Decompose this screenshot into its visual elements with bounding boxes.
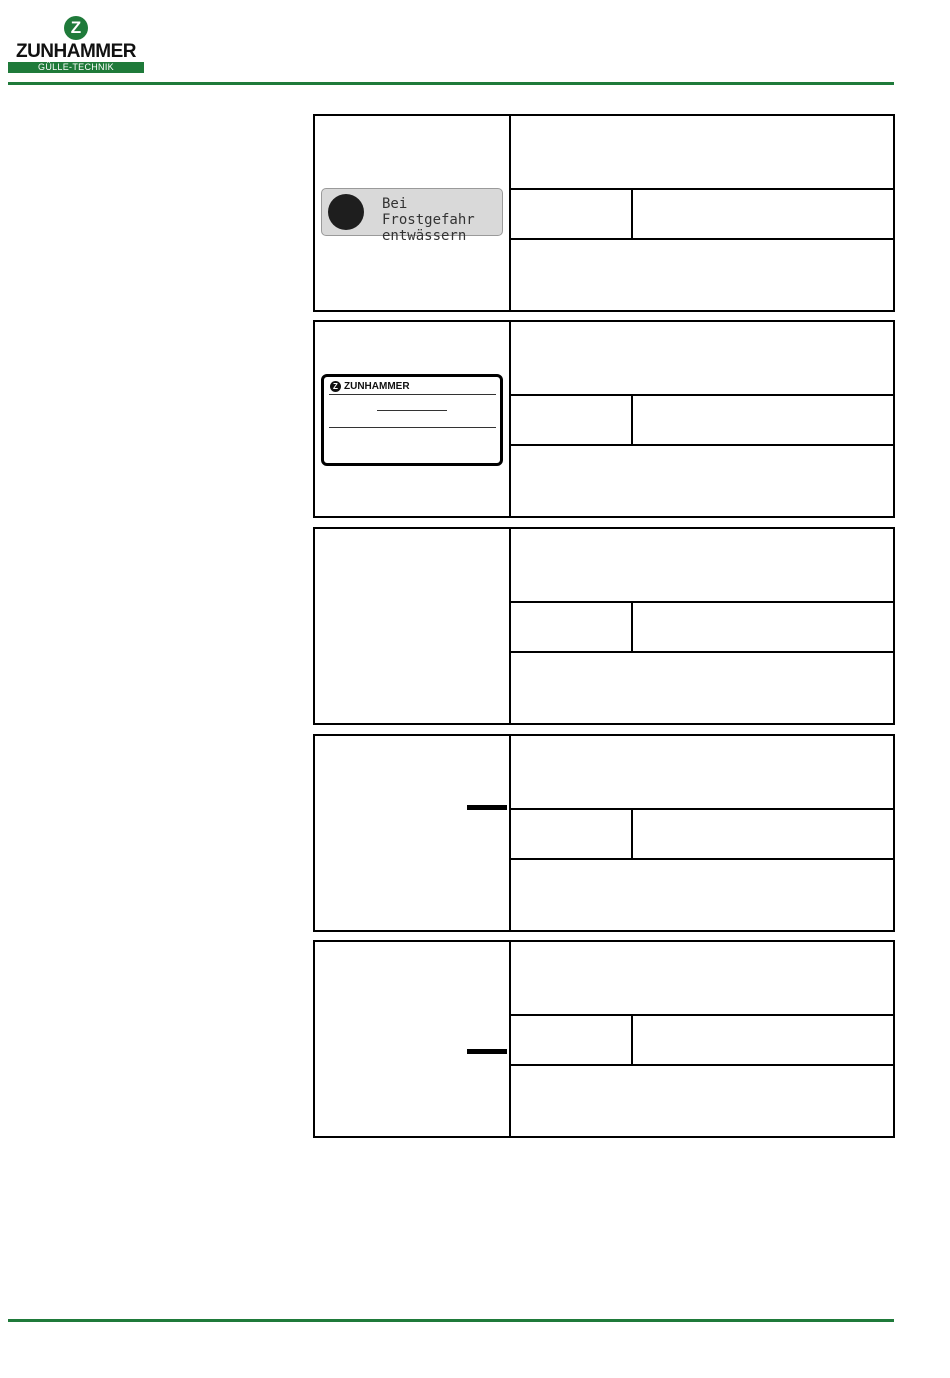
logo-subtitle: GÜLLE-TECHNIK (8, 62, 144, 73)
card-number-cell (511, 810, 633, 860)
logo-z-emblem (64, 16, 88, 40)
card-image-cell (315, 942, 511, 1136)
sticker-dot-icon (328, 194, 364, 230)
card-image-cell (315, 529, 511, 723)
card-quantity-cell (633, 396, 893, 446)
type-plate (321, 374, 503, 466)
label-card-2 (313, 320, 895, 518)
sticker-line-2: entwässern (382, 228, 467, 244)
sticker-text (382, 196, 502, 244)
card-description-cell (511, 322, 893, 396)
label-card-5 (313, 940, 895, 1138)
card-description-cell (511, 942, 893, 1016)
card-notes-cell (511, 446, 893, 516)
sticker-line-1: Bei Frostgefahr (382, 196, 475, 228)
card-number-cell (511, 1016, 633, 1066)
logo-z-letter: Z (70, 18, 82, 37)
card-notes-cell (511, 653, 893, 723)
logo-wordmark: ZUNHAMMER (15, 41, 137, 62)
label-card-1 (313, 114, 895, 312)
label-card-4 (313, 734, 895, 932)
card-description-cell (511, 736, 893, 810)
card-notes-cell (511, 1066, 893, 1136)
card-number-cell (511, 603, 633, 653)
pointer-mark (467, 1049, 507, 1054)
card-quantity-cell (633, 603, 893, 653)
card-notes-cell (511, 240, 893, 310)
company-logo (8, 16, 144, 74)
header-divider (8, 82, 894, 85)
card-number-cell (511, 190, 633, 240)
card-description-cell (511, 529, 893, 603)
card-quantity-cell (633, 190, 893, 240)
plate-rule (329, 427, 496, 428)
card-number-cell (511, 396, 633, 446)
plate-brand: ZUNHAMMER (344, 381, 410, 392)
card-image-cell (315, 736, 511, 930)
plate-z-icon: Z (330, 381, 341, 392)
footer-divider (8, 1319, 894, 1322)
card-quantity-cell (633, 810, 893, 860)
plate-rule (377, 410, 447, 411)
card-quantity-cell (633, 1016, 893, 1066)
card-notes-cell (511, 860, 893, 930)
card-description-cell (511, 116, 893, 190)
label-card-3 (313, 527, 895, 725)
plate-logo (330, 381, 410, 393)
card-image-cell (315, 322, 511, 516)
card-image-cell (315, 116, 511, 310)
frost-warning-sticker (321, 188, 503, 244)
plate-rule (329, 394, 496, 395)
pointer-mark (467, 805, 507, 810)
